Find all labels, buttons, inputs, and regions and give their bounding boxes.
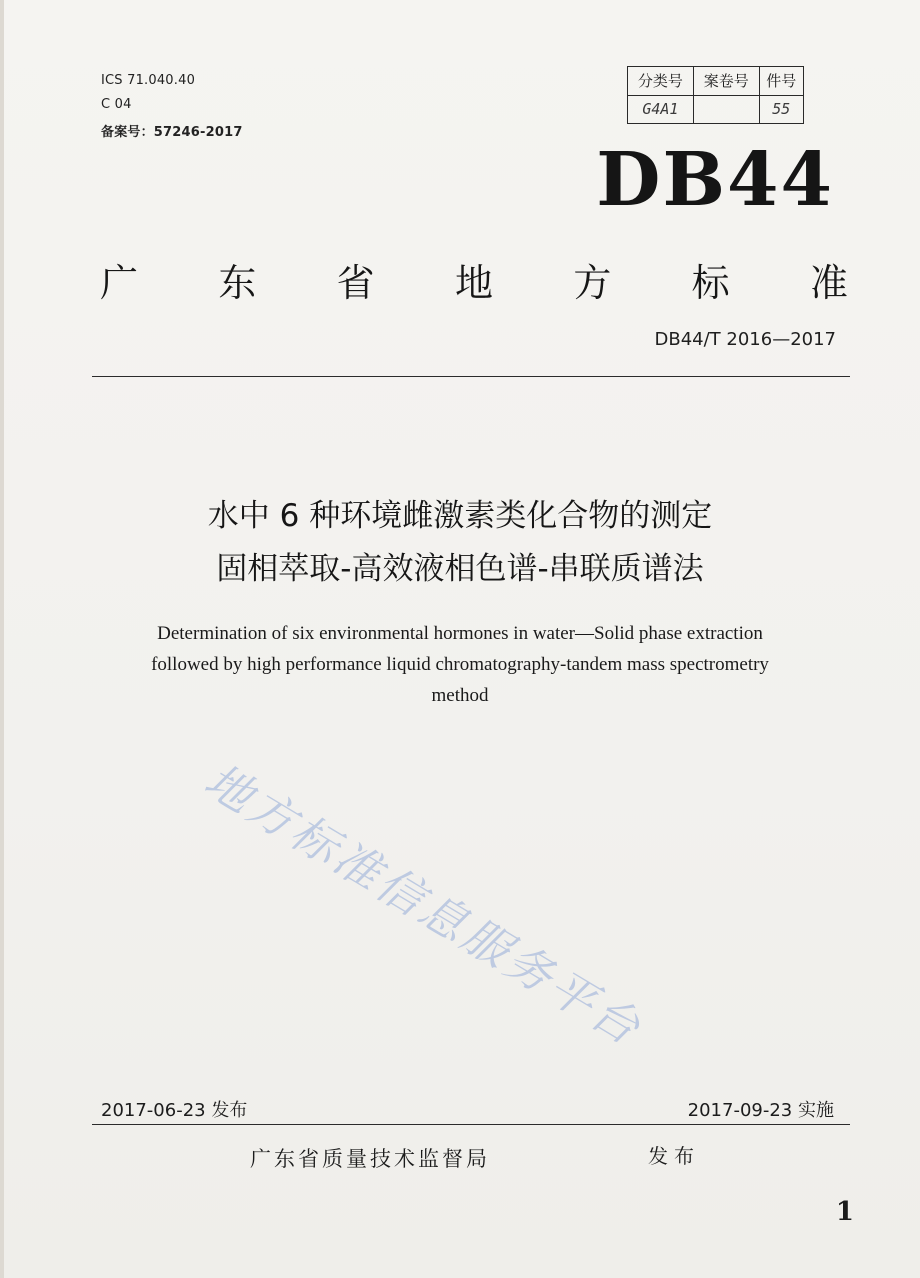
province-title-char: 准	[809, 261, 848, 305]
province-title-char: 广	[100, 261, 139, 305]
issue-date: 2017-06-23 发布	[101, 1100, 248, 1121]
bottom-divider	[92, 1124, 850, 1125]
standard-number: DB44/T 2016—2017	[654, 329, 836, 350]
province-title-char: 标	[691, 261, 730, 305]
top-divider	[92, 376, 850, 377]
english-title-line-2: followed by high performance liquid chromatography-tandem mass spectrometry	[151, 654, 769, 675]
province-standard-title	[100, 252, 848, 307]
english-title-line-3: method	[431, 685, 489, 706]
issuing-authority: 广东省质量技术监督局	[250, 1147, 490, 1171]
province-title-char: 东	[218, 261, 257, 305]
record-number: 备案号：57246-2017	[101, 125, 243, 140]
db44-logo: DB44	[596, 137, 834, 223]
chinese-title-line-1: 水中 6 种环境雌激素类化合物的测定	[207, 498, 713, 534]
province-title-char: 地	[454, 261, 493, 305]
english-title-line-1: Determination of six environmental hormones in water—Solid phase extraction	[157, 623, 763, 644]
implementation-date: 2017-09-23 实施	[687, 1100, 834, 1121]
page-number: 1	[835, 1197, 854, 1227]
watermark: 地方标准信息服务平台	[195, 752, 652, 1057]
english-title	[70, 618, 850, 711]
archive-number-table	[627, 66, 804, 124]
chinese-title-line-2: 固相萃取-高效液相色谱-串联质谱法	[216, 551, 704, 587]
archive-table-value-row	[628, 95, 804, 124]
archive-header-category: 分类号	[628, 67, 694, 96]
province-title-char: 方	[573, 261, 612, 305]
ics-code: ICS 71.040.40	[101, 73, 196, 88]
archive-value-item: 55	[759, 95, 803, 124]
issuing-action: 发布	[648, 1144, 700, 1168]
archive-value-volume	[693, 95, 759, 124]
archive-table-header-row	[628, 67, 804, 96]
province-title-char: 省	[336, 261, 375, 305]
scan-edge	[0, 0, 4, 1278]
archive-header-volume: 案卷号	[693, 67, 759, 96]
archive-value-category: G4A1	[628, 95, 694, 124]
classification-code: C 04	[101, 97, 132, 112]
archive-header-item: 件号	[759, 67, 803, 96]
